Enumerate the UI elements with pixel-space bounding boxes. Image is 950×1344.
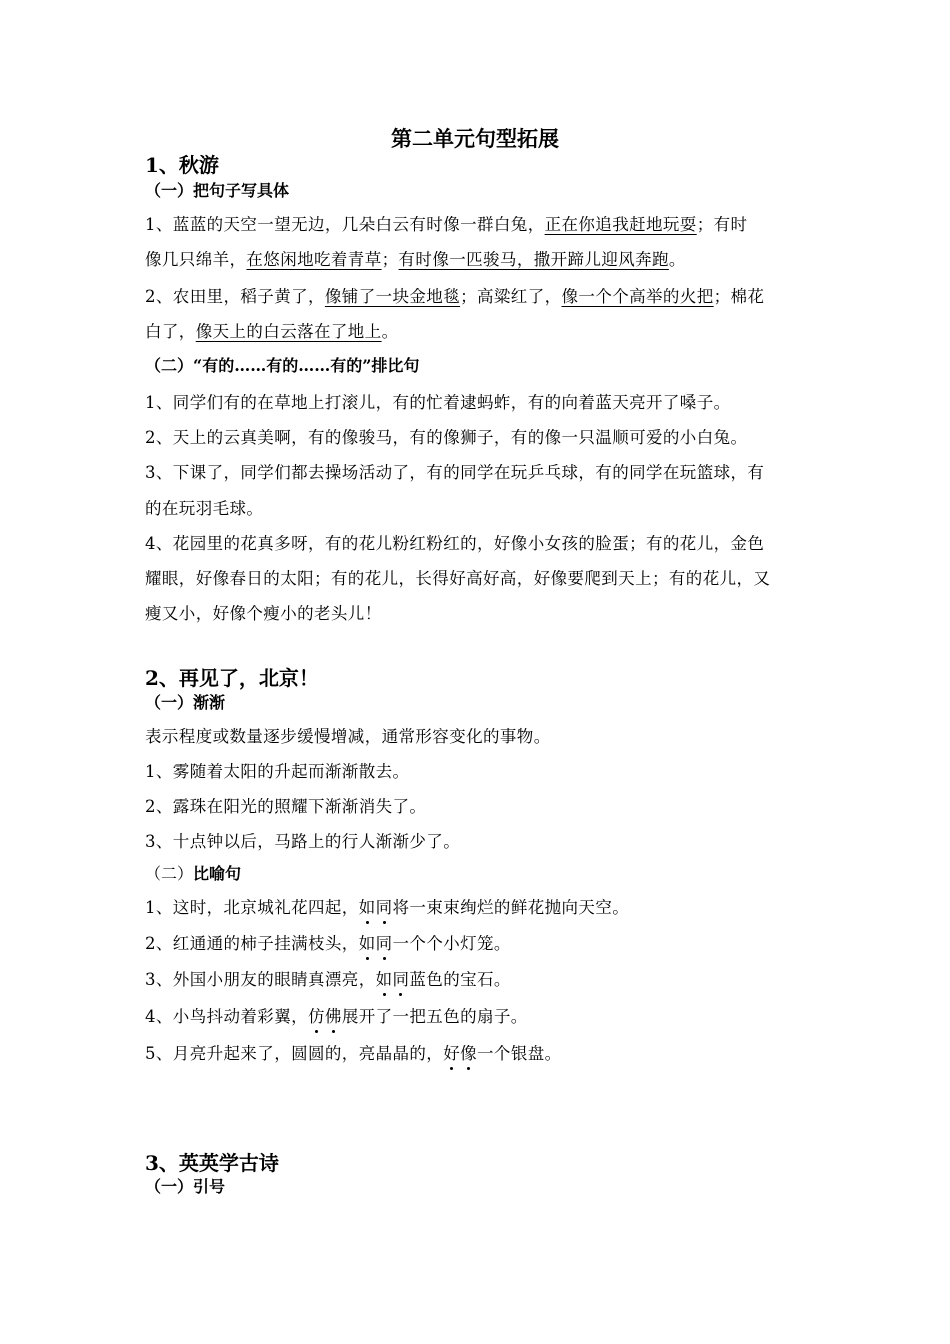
underlined-phrase: 正在你追我赶地玩耍 [544, 215, 697, 234]
subheading-3-1: （一）引号 [145, 1177, 226, 1196]
emphasis-dot-char: 好 [443, 1044, 461, 1063]
emphasis-dot-char: 同 [375, 934, 393, 953]
simile-line: 1、这时，北京城礼花四起，如同将一束束绚烂的鲜花抛向天空。 [145, 898, 630, 917]
definition-text: 表示程度或数量逐步缓慢增减，通常形容变化的事物。 [145, 727, 551, 746]
list-item: 3、十点钟以后，马路上的行人渐渐少了。 [145, 832, 461, 851]
emphasis-dot-char: 同 [392, 970, 410, 989]
subheading-1-2: （二）“有的……有的……有的”排比句 [145, 356, 420, 375]
page-title: 第二单元句型拓展 [391, 126, 559, 151]
simile-line: 4、小鸟抖动着彩翼，仿佛展开了一把五色的扇子。 [145, 1007, 528, 1026]
list-item: 3、下课了，同学们都去操场活动了，有的同学在玩乒乓球，有的同学在玩篮球，有 [145, 463, 765, 482]
simile-line: 2、红通通的柿子挂满枝头，如同一个个小灯笼。 [145, 934, 511, 953]
subheading-2-1: （一）渐渐 [145, 693, 226, 712]
underlined-phrase: 有时像一匹骏马，撒开蹄儿迎风奔跑 [398, 250, 669, 269]
subheading-1-1: （一）把句子写具体 [145, 181, 290, 200]
emphasis-dot-char: 佛 [324, 1007, 342, 1026]
simile-line: 3、外国小朋友的眼睛真漂亮，如同蓝色的宝石。 [145, 970, 511, 989]
paragraph-1-line-1: 1、蓝蓝的天空一望无边，几朵白云有时像一群白兔，正在你追我赶地玩耍；有时 [145, 215, 748, 234]
list-item: 的在玩羽毛球。 [145, 499, 264, 518]
emphasis-dot-char: 如 [358, 934, 376, 953]
section-heading-2: 2、再见了，北京！ [145, 666, 319, 690]
emphasis-dot-char: 同 [375, 898, 393, 917]
list-item: 瘦又小，好像个瘦小的老头儿！ [145, 604, 382, 623]
underlined-phrase: 像一个个高举的火把 [561, 287, 714, 306]
underlined-phrase: 像天上的白云落在了地上 [195, 322, 382, 341]
emphasis-dot-char: 如 [358, 898, 376, 917]
paragraph-2-line-2: 白了，像天上的白云落在了地上。 [145, 322, 399, 341]
list-item: 4、花园里的花真多呀，有的花儿粉红粉红的，好像小女孩的脸蛋；有的花儿，金色 [145, 534, 765, 553]
paragraph-2-line-1: 2、农田里，稻子黄了，像铺了一块金地毯；高粱红了，像一个个高举的火把；棉花 [145, 287, 765, 306]
section-heading-1: 1、秋游 [145, 153, 219, 177]
emphasis-dot-char: 像 [460, 1044, 478, 1063]
subheading-2-2: （二）比喻句 [145, 864, 242, 883]
underlined-phrase: 像铺了一块金地毯 [324, 287, 461, 306]
paragraph-1-line-2: 像几只绵羊，在悠闲地吃着青草；有时像一匹骏马，撒开蹄儿迎风奔跑。 [145, 250, 686, 269]
list-item: 1、雾随着太阳的升起而渐渐散去。 [145, 762, 410, 781]
emphasis-dot-char: 仿 [308, 1007, 325, 1026]
list-item: 1、同学们有的在草地上打滚儿，有的忙着逮蚂蚱，有的向着蓝天亮开了嗓子。 [145, 393, 731, 412]
simile-line: 5、月亮升起来了，圆圆的，亮晶晶的，好像一个银盘。 [145, 1044, 562, 1063]
emphasis-dot-char: 如 [375, 970, 393, 989]
underlined-phrase: 在悠闲地吃着青草 [246, 250, 382, 269]
list-item: 2、天上的云真美啊，有的像骏马，有的像狮子，有的像一只温顺可爱的小白兔。 [145, 428, 748, 447]
section-heading-3: 3、英英学古诗 [145, 1151, 279, 1175]
list-item: 耀眼，好像春日的太阳；有的花儿，长得好高好高，好像要爬到天上；有的花儿，又 [145, 569, 771, 588]
list-item: 2、露珠在阳光的照耀下渐渐消失了。 [145, 797, 427, 816]
